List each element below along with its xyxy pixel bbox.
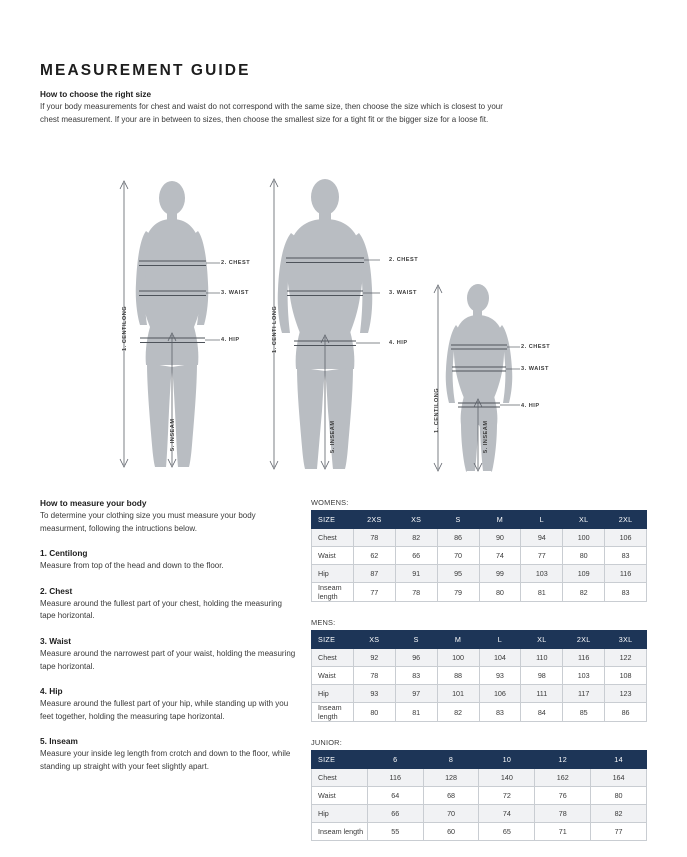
cell: 164 bbox=[591, 769, 647, 787]
cell: 116 bbox=[563, 649, 605, 667]
womens-size-table bbox=[311, 510, 647, 602]
cell: 106 bbox=[605, 529, 647, 547]
cell: 78 bbox=[353, 667, 395, 685]
table-row bbox=[312, 529, 647, 547]
table-row bbox=[312, 787, 647, 805]
junior-waist-label: 3. WAIST bbox=[521, 366, 549, 372]
section-title-hip: 4. Hip bbox=[40, 686, 63, 697]
size-column-header: 10 bbox=[479, 751, 535, 769]
mens-chest-label: 2. CHEST bbox=[389, 257, 419, 263]
cell: 93 bbox=[479, 667, 521, 685]
row-label: Chest bbox=[312, 769, 368, 787]
womens-table-caption: WOMENS: bbox=[311, 498, 349, 507]
size-column-header: 2XL bbox=[605, 511, 647, 529]
size-header: SIZE bbox=[312, 751, 368, 769]
cell: 109 bbox=[563, 565, 605, 583]
cell: 116 bbox=[367, 769, 423, 787]
size-tables bbox=[311, 498, 647, 857]
cell: 106 bbox=[479, 685, 521, 703]
size-header: SIZE bbox=[312, 631, 354, 649]
cell: 74 bbox=[479, 547, 521, 565]
cell: 82 bbox=[395, 529, 437, 547]
cell: 97 bbox=[395, 685, 437, 703]
cell: 92 bbox=[353, 649, 395, 667]
row-label: Chest bbox=[312, 529, 354, 547]
section-body-inseam: Measure your inside leg length from crotch and down to the floor, while standing up straight with your feet slightly apart. bbox=[40, 749, 291, 771]
size-column-header: 2XL bbox=[563, 631, 605, 649]
row-label: Waist bbox=[312, 667, 354, 685]
cell: 116 bbox=[605, 565, 647, 583]
womens-chest-label: 2. CHEST bbox=[221, 260, 251, 266]
how-to-measure-body: To determine your clothing size you must measure your body measurment, following the intructions below. bbox=[40, 511, 256, 533]
cell: 140 bbox=[479, 769, 535, 787]
cell: 100 bbox=[437, 649, 479, 667]
cell: 96 bbox=[395, 649, 437, 667]
cell: 80 bbox=[591, 787, 647, 805]
table-row bbox=[312, 823, 647, 841]
row-label: Hip bbox=[312, 805, 368, 823]
cell: 162 bbox=[535, 769, 591, 787]
size-column-header: XL bbox=[521, 631, 563, 649]
cell: 80 bbox=[353, 703, 395, 722]
table-row bbox=[312, 583, 647, 602]
table-row bbox=[312, 565, 647, 583]
cell: 100 bbox=[563, 529, 605, 547]
womens-hip-label: 4. HIP bbox=[221, 337, 240, 343]
mens-size-table bbox=[311, 630, 647, 722]
cell: 81 bbox=[395, 703, 437, 722]
table-row bbox=[312, 667, 647, 685]
table-row bbox=[312, 649, 647, 667]
cell: 90 bbox=[479, 529, 521, 547]
cell: 64 bbox=[367, 787, 423, 805]
cell: 74 bbox=[479, 805, 535, 823]
cell: 93 bbox=[353, 685, 395, 703]
row-label: Waist bbox=[312, 787, 368, 805]
cell: 71 bbox=[535, 823, 591, 841]
cell: 83 bbox=[605, 583, 647, 602]
cell: 83 bbox=[395, 667, 437, 685]
cell: 72 bbox=[479, 787, 535, 805]
table-header-row bbox=[312, 631, 647, 649]
cell: 95 bbox=[437, 565, 479, 583]
cell: 86 bbox=[605, 703, 647, 722]
cell: 83 bbox=[479, 703, 521, 722]
row-label: Waist bbox=[312, 547, 354, 565]
cell: 77 bbox=[591, 823, 647, 841]
cell: 81 bbox=[521, 583, 563, 602]
section-body-hip: Measure around the fullest part of your hip, while standing up with you feet together, holding the measuring tape horizontal. bbox=[40, 699, 289, 721]
cell: 99 bbox=[479, 565, 521, 583]
cell: 70 bbox=[437, 547, 479, 565]
row-label: Inseam length bbox=[312, 823, 368, 841]
cell: 80 bbox=[563, 547, 605, 565]
cell: 62 bbox=[353, 547, 395, 565]
cell: 87 bbox=[353, 565, 395, 583]
cell: 55 bbox=[367, 823, 423, 841]
intro-paragraph: If your body measurements for chest and waist do not correspond with the same size, then choose the size which is closest to your chest measurement. If your are in between to sizes, then choose the smallest size for a tight fit or the bigger size for a loose fit. bbox=[40, 102, 503, 124]
table-row bbox=[312, 769, 647, 787]
table-row bbox=[312, 703, 647, 722]
cell: 80 bbox=[479, 583, 521, 602]
womens-waist-label: 3. WAIST bbox=[221, 290, 249, 296]
mens-inseam-label: 5. INSEAM bbox=[330, 420, 336, 453]
cell: 68 bbox=[423, 787, 479, 805]
size-column-header: M bbox=[479, 511, 521, 529]
cell: 98 bbox=[521, 667, 563, 685]
mens-table-caption: MENS: bbox=[311, 618, 336, 627]
cell: 78 bbox=[535, 805, 591, 823]
cell: 77 bbox=[521, 547, 563, 565]
row-label: Chest bbox=[312, 649, 354, 667]
size-column-header: S bbox=[437, 511, 479, 529]
mens-hip-label: 4. HIP bbox=[389, 340, 408, 346]
junior-size-table bbox=[311, 750, 647, 841]
womens-centilong-label: 1. CENTILONG bbox=[122, 305, 128, 351]
cell: 82 bbox=[563, 583, 605, 602]
section-title-waist: 3. Waist bbox=[40, 635, 72, 646]
cell: 103 bbox=[521, 565, 563, 583]
cell: 83 bbox=[605, 547, 647, 565]
junior-inseam-label: 5. INSEAM bbox=[483, 420, 489, 453]
size-column-header: M bbox=[437, 631, 479, 649]
size-column-header: 2XS bbox=[353, 511, 395, 529]
intro-heading: How to choose the right size bbox=[40, 90, 151, 99]
section-title-centilong: 1. Centilong bbox=[40, 548, 88, 559]
cell: 70 bbox=[423, 805, 479, 823]
mens-centilong-label: 1. CENTI LONG bbox=[272, 305, 278, 353]
how-to-measure-column bbox=[40, 498, 298, 787]
size-column-header: L bbox=[521, 511, 563, 529]
cell: 85 bbox=[563, 703, 605, 722]
size-column-header: 14 bbox=[591, 751, 647, 769]
cell: 104 bbox=[479, 649, 521, 667]
cell: 60 bbox=[423, 823, 479, 841]
table-header-row bbox=[312, 751, 647, 769]
cell: 111 bbox=[521, 685, 563, 703]
section-title-chest: 2. Chest bbox=[40, 585, 73, 596]
size-column-header: 3XL bbox=[605, 631, 647, 649]
cell: 65 bbox=[479, 823, 535, 841]
size-column-header: 8 bbox=[423, 751, 479, 769]
cell: 108 bbox=[605, 667, 647, 685]
row-label: Inseam length bbox=[312, 583, 354, 602]
size-header: SIZE bbox=[312, 511, 354, 529]
page-title: MEASUREMENT GUIDE bbox=[40, 62, 251, 79]
row-label: Hip bbox=[312, 685, 354, 703]
cell: 94 bbox=[521, 529, 563, 547]
row-label: Inseam length bbox=[312, 703, 354, 722]
cell: 91 bbox=[395, 565, 437, 583]
cell: 66 bbox=[395, 547, 437, 565]
womens-figure bbox=[110, 165, 250, 480]
how-to-measure-title: How to measure your body bbox=[40, 498, 147, 508]
table-row bbox=[312, 685, 647, 703]
mens-figure bbox=[262, 165, 412, 480]
size-column-header: 12 bbox=[535, 751, 591, 769]
cell: 79 bbox=[437, 583, 479, 602]
cell: 123 bbox=[605, 685, 647, 703]
cell: 101 bbox=[437, 685, 479, 703]
cell: 128 bbox=[423, 769, 479, 787]
section-title-inseam: 5. Inseam bbox=[40, 736, 78, 747]
body-figures bbox=[0, 165, 687, 480]
cell: 88 bbox=[437, 667, 479, 685]
size-column-header: 6 bbox=[367, 751, 423, 769]
section-body-centilong: Measure from top of the head and down to the floor. bbox=[40, 561, 224, 571]
size-column-header: XS bbox=[353, 631, 395, 649]
mens-waist-label: 3. WAIST bbox=[389, 290, 417, 296]
cell: 84 bbox=[521, 703, 563, 722]
cell: 77 bbox=[353, 583, 395, 602]
cell: 66 bbox=[367, 805, 423, 823]
size-column-header: XL bbox=[563, 511, 605, 529]
cell: 82 bbox=[437, 703, 479, 722]
table-row bbox=[312, 805, 647, 823]
womens-inseam-label: 5. INSEAM bbox=[170, 418, 176, 451]
cell: 82 bbox=[591, 805, 647, 823]
size-column-header: XS bbox=[395, 511, 437, 529]
cell: 78 bbox=[395, 583, 437, 602]
junior-table-caption: JUNIOR: bbox=[311, 738, 342, 747]
size-column-header: L bbox=[479, 631, 521, 649]
junior-hip-label: 4. HIP bbox=[521, 403, 540, 409]
junior-chest-label: 2. CHEST bbox=[521, 344, 551, 350]
size-column-header: S bbox=[395, 631, 437, 649]
table-row bbox=[312, 547, 647, 565]
cell: 103 bbox=[563, 667, 605, 685]
table-header-row bbox=[312, 511, 647, 529]
cell: 110 bbox=[521, 649, 563, 667]
cell: 78 bbox=[353, 529, 395, 547]
section-body-chest: Measure around the fullest part of your chest, holding the measuring tape horizontal. bbox=[40, 598, 282, 621]
cell: 76 bbox=[535, 787, 591, 805]
cell: 122 bbox=[605, 649, 647, 667]
junior-centilong-label: 1. CENTILONG bbox=[434, 387, 440, 433]
section-body-waist: Measure around the narrowest part of your waist, holding the measuring tape horizontal. bbox=[40, 648, 296, 671]
row-label: Hip bbox=[312, 565, 354, 583]
cell: 86 bbox=[437, 529, 479, 547]
cell: 117 bbox=[563, 685, 605, 703]
